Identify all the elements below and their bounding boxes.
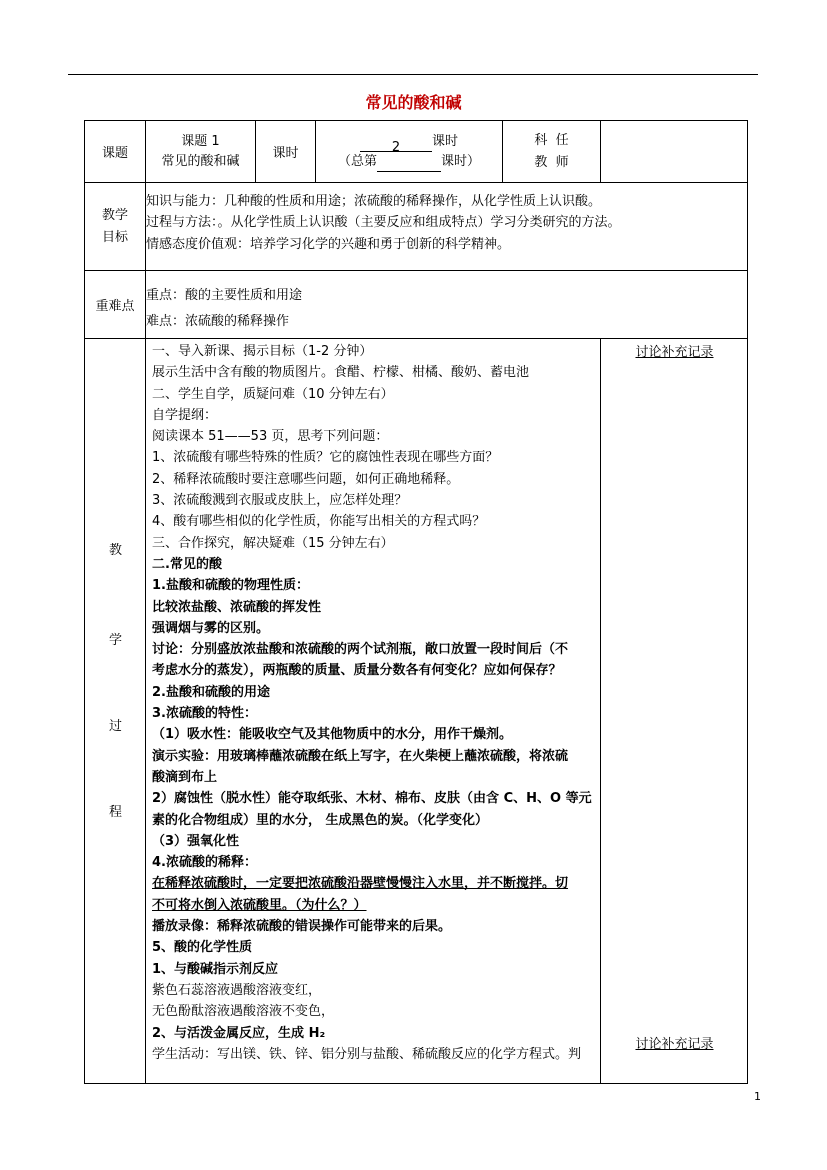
process-line: 一、导入新课、揭示目标（1-2 分钟） xyxy=(152,344,373,359)
process-line: 2.盐酸和硫酸的用途 xyxy=(152,684,270,700)
process-line: 4.浓硫酸的稀释： xyxy=(152,855,257,871)
process-line: 演示实验：用玻璃棒蘸浓硫酸在纸上写字，在火柴梗上蘸浓硫酸，将浓硫 xyxy=(152,748,569,764)
process-line: 2）腐蚀性（脱水性）能夺取纸张、木材、棉布、皮肤（由含 C、H、O 等元 xyxy=(152,791,592,807)
topic-label: 课题 xyxy=(85,121,146,183)
key-points-label: 重难点 xyxy=(85,271,146,339)
process-line: 自学提纲： xyxy=(152,407,218,423)
process-content xyxy=(146,339,601,1084)
note-top: 讨论补充记录 xyxy=(635,345,714,360)
row-key-points xyxy=(85,271,748,339)
objective-line: 情感态度价值观：培养学习化学的兴趣和勇于创新的科学精神。 xyxy=(146,236,511,252)
period-value: 2 xyxy=(360,138,432,152)
objectives-label-line1: 教学 xyxy=(101,207,128,223)
key-point-line: 难点：浓硫酸的稀释操作 xyxy=(146,314,290,329)
process-line: 播放录像：稀释浓硫酸的错误操作可能带来的后果。 xyxy=(152,919,452,935)
objective-line: 过程与方法：。从化学性质上认识酸（主要反应和组成特点）学习分类研究的方法。 xyxy=(146,215,621,231)
process-line: 讨论：分别盛放浓盐酸和浓硫酸的两个试剂瓶，敞口放置一段时间后（不 xyxy=(152,642,569,658)
total-blank xyxy=(377,158,441,172)
process-line: 不可将水倒入浓硫酸里。（为什么？） xyxy=(152,897,367,913)
process-line: 1.盐酸和硫酸的物理性质： xyxy=(152,578,309,594)
period-unit: 课时 xyxy=(431,133,458,149)
process-line: 素的化合物组成）里的水分， 生成黑色的炭。（化学变化） xyxy=(152,812,489,828)
teacher-label xyxy=(503,121,601,183)
process-line: 在稀释浓硫酸时，一定要把浓硫酸沿器壁慢慢注入水里，并不断搅拌。切 xyxy=(152,876,569,892)
process-line: 1、浓硫酸有哪些特殊的性质？它的腐蚀性表现在哪些方面？ xyxy=(152,450,499,466)
row-topic xyxy=(85,121,748,183)
process-line: （1）吸水性：能吸收空气及其他物质中的水分，用作干燥剂。 xyxy=(152,727,513,743)
topic-cell xyxy=(146,121,256,183)
note-bottom: 讨论补充记录 xyxy=(635,1037,714,1052)
teacher-value xyxy=(601,121,748,183)
process-line: 比较浓盐酸、浓硫酸的挥发性 xyxy=(152,599,322,615)
key-points-content xyxy=(146,271,748,339)
process-line: 无色酚酞溶液遇酸溶液不变色， xyxy=(152,1004,335,1020)
objective-line: 知识与能力：几种酸的性质和用途；浓硫酸的稀释操作，从化学性质上认识酸。 xyxy=(146,194,602,209)
period-label: 课时 xyxy=(256,121,316,183)
process-line: 学生活动：写出镁、铁、锌、铝分别与盐酸、稀硫酸反应的化学方程式。判 xyxy=(152,1046,582,1062)
key-point-line: 重点：酸的主要性质和用途 xyxy=(146,288,303,303)
header-rule xyxy=(68,74,758,75)
row-objectives xyxy=(85,183,748,271)
process-line: 1、与酸碱指示剂反应 xyxy=(152,961,279,977)
objectives-content xyxy=(146,183,748,271)
process-char: 教 xyxy=(108,543,122,558)
objectives-label xyxy=(85,183,146,271)
process-line: 2、稀释浓硫酸时要注意哪些问题，如何正确地稀释。 xyxy=(152,471,460,487)
process-char: 程 xyxy=(108,805,122,820)
process-char: 过 xyxy=(108,719,122,734)
process-line: 4、酸有哪些相似的化学性质，你能写出相关的方程式吗？ xyxy=(152,514,486,530)
process-line: 阅读课本 51——53 页，思考下列问题： xyxy=(152,429,389,445)
notes-column xyxy=(601,339,748,1084)
total-suffix: 课时） xyxy=(441,153,481,169)
teacher-line1: 科 任 xyxy=(534,132,569,148)
lesson-plan-table xyxy=(84,120,748,1084)
topic-line2: 常见的酸和碱 xyxy=(161,153,240,169)
process-line: 2、与活泼金属反应，生成 H₂ xyxy=(152,1025,326,1041)
process-line: 二.常见的酸 xyxy=(152,556,222,572)
process-line: 强调烟与雾的区别。 xyxy=(152,620,270,636)
document-title: 常见的酸和碱 xyxy=(365,93,462,112)
topic-line1: 课题 1 xyxy=(181,133,220,149)
process-line: 5、酸的化学性质 xyxy=(152,940,253,956)
process-line: 考虑水分的蒸发），两瓶酸的质量、质量分数各有何变化？应如何保存？ xyxy=(152,663,562,679)
process-line: 展示生活中含有酸的物质图片。食醋、柠檬、柑橘、酸奶、蓄电池 xyxy=(152,365,530,381)
objectives-label-line2: 目标 xyxy=(101,229,128,245)
teacher-line2: 教 师 xyxy=(534,154,569,170)
process-line: 3、浓硫酸溅到衣服或皮肤上，应怎样处理？ xyxy=(152,493,408,509)
period-cell xyxy=(316,121,503,183)
total-prefix: （总第 xyxy=(337,153,377,169)
process-char: 学 xyxy=(108,633,122,648)
page-number: 1 xyxy=(754,1090,761,1103)
row-process xyxy=(85,339,748,1084)
process-line: 三、合作探究，解决疑难（15 分钟左右） xyxy=(152,535,394,551)
process-label xyxy=(85,339,146,1084)
process-line: 酸滴到布上 xyxy=(152,769,218,785)
process-line: （3）强氧化性 xyxy=(152,833,240,849)
process-line: 二、学生自学，质疑问难（10 分钟左右） xyxy=(152,386,394,402)
process-line: 3.浓硫酸的特性： xyxy=(152,706,257,722)
process-line: 紫色石蕊溶液遇酸溶液变红， xyxy=(152,982,322,998)
